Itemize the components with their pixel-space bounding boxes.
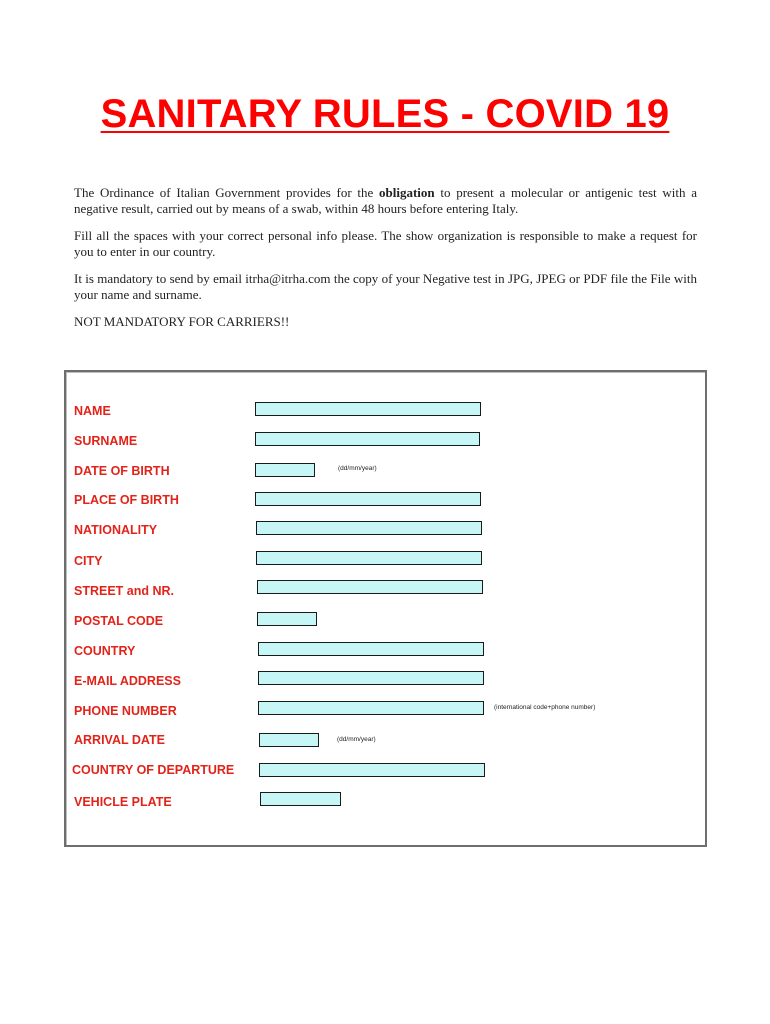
surname-label: SURNAME bbox=[74, 434, 138, 448]
date-of-birth-label: DATE OF BIRTH bbox=[74, 464, 170, 478]
date-of-birth-hint: (dd/mm/year) bbox=[338, 465, 377, 472]
country-label: COUNTRY bbox=[74, 644, 136, 658]
intro-paragraph-carriers: NOT MANDATORY FOR CARRIERS!! bbox=[74, 314, 290, 329]
country-of-departure-label: COUNTRY OF DEPARTURE bbox=[72, 763, 235, 777]
phone-label: PHONE NUMBER bbox=[74, 704, 177, 718]
surname-field[interactable] bbox=[255, 432, 480, 446]
postal-code-label: POSTAL CODE bbox=[74, 614, 164, 628]
vehicle-plate-label: VEHICLE PLATE bbox=[74, 795, 172, 809]
intro-p1-end: to present a molecular or antigenic test with a negative result, carried out by means of a swab, within 48 hours before entering Italy. bbox=[74, 185, 697, 216]
street-label: STREET and NR. bbox=[74, 584, 175, 598]
city-field[interactable] bbox=[256, 551, 482, 565]
intro-text bbox=[74, 185, 697, 341]
page-title-block bbox=[0, 92, 770, 137]
name-field[interactable] bbox=[255, 402, 481, 416]
country-of-departure-field[interactable] bbox=[259, 763, 485, 777]
arrival-date-hint: (dd/mm/year) bbox=[337, 736, 376, 743]
intro-paragraph-fill: Fill all the spaces with your correct personal info please. The show organization is responsible to make a request for you to enter in our country. bbox=[74, 228, 697, 259]
place-of-birth-label: PLACE OF BIRTH bbox=[74, 493, 179, 507]
place-of-birth-field[interactable] bbox=[255, 492, 481, 506]
intro-p1-bold: obligation bbox=[379, 185, 435, 200]
nationality-field[interactable] bbox=[256, 521, 482, 535]
vehicle-plate-field[interactable] bbox=[260, 792, 341, 806]
phone-hint: (international code+phone number) bbox=[494, 704, 596, 711]
nationality-label: NATIONALITY bbox=[74, 523, 158, 537]
date-of-birth-field[interactable] bbox=[255, 463, 315, 477]
city-label: CITY bbox=[74, 554, 103, 568]
email-label: E-MAIL ADDRESS bbox=[74, 674, 181, 688]
country-field[interactable] bbox=[258, 642, 484, 656]
email-field[interactable] bbox=[258, 671, 484, 685]
intro-paragraph-obligation bbox=[74, 185, 697, 217]
postal-code-field[interactable] bbox=[257, 612, 317, 626]
intro-paragraph-email: It is mandatory to send by email itrha@itrha.com the copy of your Negative test in JPG, JPEG or PDF file the File with your name and surname. bbox=[74, 271, 697, 302]
name-label: NAME bbox=[74, 404, 111, 418]
page-title: SANITARY RULES - COVID 19 bbox=[100, 92, 670, 136]
phone-field[interactable] bbox=[258, 701, 484, 715]
street-field[interactable] bbox=[257, 580, 483, 594]
arrival-date-field[interactable] bbox=[259, 733, 319, 747]
intro-p1-start: The Ordinance of Italian Government provides for the bbox=[74, 185, 379, 200]
arrival-date-label: ARRIVAL DATE bbox=[74, 733, 165, 747]
